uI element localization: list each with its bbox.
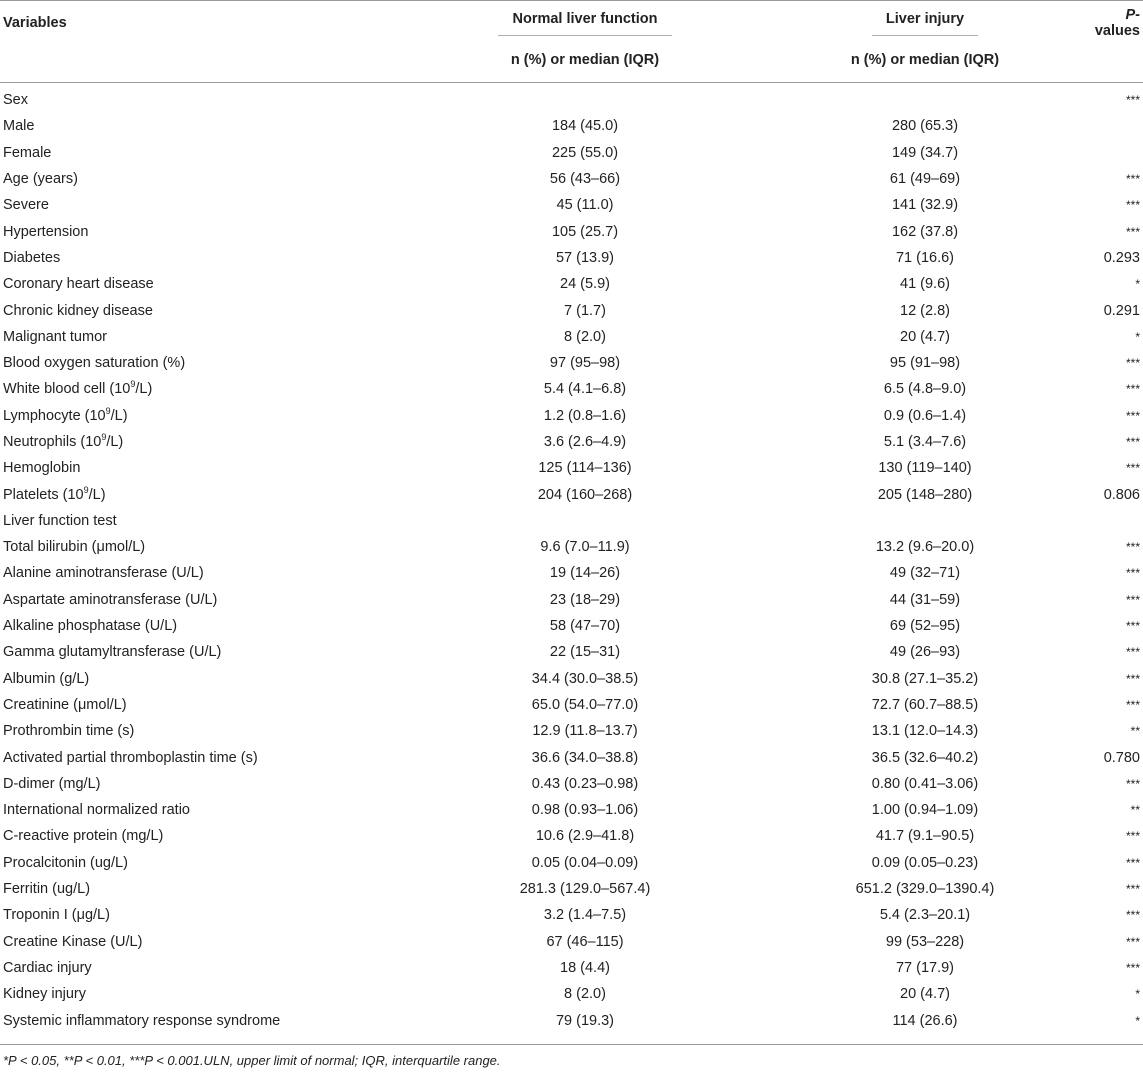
- table-row: [0, 902, 1143, 928]
- table-row: [0, 981, 1143, 1007]
- liver-injury-value: 20 (4.7): [900, 328, 950, 345]
- liver-injury-value: 0.80 (0.41–3.06): [871, 775, 979, 792]
- table-body: [0, 83, 1143, 1045]
- normal-liver-value: 0.05 (0.04–0.09): [531, 854, 639, 871]
- table-row: [0, 350, 1143, 376]
- liver-injury-value: 44 (31–59): [889, 591, 961, 608]
- table-row: [0, 1007, 1143, 1044]
- group1-title: Normal liver function: [498, 11, 671, 36]
- liver-injury-value: 41 (9.6): [900, 276, 950, 293]
- p-value: *: [1135, 277, 1140, 292]
- variable-name: Neutrophils $(10^9/L)$: [3, 432, 124, 450]
- normal-liver-value: 8 (2.0): [564, 328, 606, 345]
- liver-injury-value: [760, 83, 1090, 114]
- normal-liver-value: 45 (11.0): [556, 197, 614, 214]
- variable-name: Male: [3, 118, 35, 135]
- normal-liver-value: 3.2 (1.4–7.5): [543, 907, 627, 924]
- variable-name: Sex: [3, 92, 28, 109]
- table-row: [0, 560, 1143, 586]
- p-value: ***: [1125, 540, 1140, 555]
- variable-name: Liver function test: [3, 512, 117, 529]
- p-value: ***: [1125, 198, 1140, 213]
- table-footnote: *P < 0.05, **P < 0.01, ***P < 0.001.ULN, upper limit of normal; IQR, interquartile range.: [0, 1044, 1143, 1068]
- liver-injury-value: 114 (26.6): [892, 1012, 958, 1029]
- liver-injury-value: 95 (91–98): [889, 355, 961, 372]
- col-header-normal-liver-function: [410, 1, 760, 43]
- p-value: ***: [1125, 619, 1140, 634]
- normal-liver-value: 18 (4.4): [560, 959, 610, 976]
- normal-liver-value: 225 (55.0): [551, 144, 619, 161]
- table-row: [0, 639, 1143, 665]
- table-row: [0, 481, 1143, 507]
- p-value: ***: [1125, 172, 1140, 187]
- col-header-liver-injury: [760, 1, 1090, 43]
- normal-liver-value: 56 (43–66): [549, 171, 621, 188]
- normal-liver-value: 34.4 (30.0–38.5): [531, 670, 639, 687]
- table-row: [0, 823, 1143, 849]
- p-value: 0.780: [1103, 749, 1140, 766]
- p-value: 0.293: [1103, 249, 1140, 266]
- table-row: [0, 166, 1143, 192]
- table-row: [0, 83, 1143, 114]
- normal-liver-value: 65.0 (54.0–77.0): [531, 696, 639, 713]
- variable-name: Albumin (g/L): [3, 670, 90, 687]
- liver-injury-value: 0.09 (0.05–0.23): [871, 854, 979, 871]
- liver-injury-value: 6.5 (4.8–9.0): [883, 381, 967, 398]
- p-value: [1090, 140, 1143, 166]
- variable-name: Age (years): [3, 171, 78, 188]
- subheader-group2: n (%) or median (IQR): [760, 42, 1090, 83]
- variable-name: Coronary heart disease: [3, 276, 154, 293]
- p-value: 0.806: [1103, 486, 1140, 503]
- variable-name: Severe: [3, 197, 49, 214]
- group2-title: Liver injury: [872, 11, 978, 36]
- normal-liver-value: [410, 83, 760, 114]
- liver-injury-value: [760, 508, 1090, 534]
- table-row: [0, 245, 1143, 271]
- liver-injury-value: 162 (37.8): [891, 223, 959, 240]
- variable-name: Procalcitonin (ug/L): [3, 854, 128, 871]
- table-row: [0, 429, 1143, 455]
- normal-liver-value: [410, 508, 760, 534]
- variable-name: Alanine aminotransferase (U/L): [3, 565, 204, 582]
- normal-liver-value: 22 (15–31): [549, 644, 621, 661]
- variable-name: Female: [3, 144, 52, 161]
- p-value: ***: [1125, 829, 1140, 844]
- variable-name: Blood oxygen saturation (%): [3, 355, 186, 372]
- table-row: [0, 297, 1143, 323]
- normal-liver-value: 105 (25.7): [551, 223, 619, 240]
- liver-injury-value: 61 (49–69): [889, 171, 961, 188]
- table-row: [0, 534, 1143, 560]
- liver-injury-value: 5.1 (3.4–7.6): [883, 434, 967, 450]
- table-row: [0, 929, 1143, 955]
- col-header-pvalues: P-values: [1090, 1, 1143, 43]
- variable-name: International normalized ratio: [3, 802, 190, 819]
- header-row: [0, 1, 1143, 43]
- p-value: ***: [1125, 934, 1140, 949]
- variable-name: Lymphocyte $(10^9/L)$: [3, 405, 128, 424]
- liver-injury-value: 1.00 (0.94–1.09): [871, 802, 979, 819]
- p-value: ***: [1125, 224, 1140, 239]
- liver-injury-value: 0.9 (0.6–1.4): [883, 407, 967, 424]
- normal-liver-value: 184 (45.0): [551, 118, 619, 135]
- table-row: [0, 140, 1143, 166]
- normal-liver-value: 7 (1.7): [564, 302, 606, 319]
- p-value: ***: [1125, 592, 1140, 607]
- variable-name: White blood cell $(10^9/L)$: [3, 379, 153, 398]
- normal-liver-value: 0.98 (0.93–1.06): [531, 802, 639, 819]
- variable-name: Hypertension: [3, 223, 89, 240]
- normal-liver-value: 79 (19.3): [555, 1012, 615, 1029]
- variable-name: Creatinine (μmol/L): [3, 696, 127, 713]
- liver-injury-value: 149 (34.7): [891, 144, 959, 161]
- footnote-row: [0, 1044, 1143, 1068]
- normal-liver-value: 281.3 (129.0–567.4): [519, 881, 651, 898]
- liver-injury-value: 99 (53–228): [885, 933, 965, 950]
- table-row: [0, 797, 1143, 823]
- normal-liver-value: 8 (2.0): [564, 986, 606, 1003]
- normal-liver-value: 23 (18–29): [549, 591, 621, 608]
- normal-liver-value: 204 (160–268): [537, 486, 633, 503]
- liver-injury-value: 130 (119–140): [878, 460, 972, 477]
- p-value: ***: [1125, 855, 1140, 870]
- p-value: ***: [1125, 908, 1140, 923]
- liver-injury-value: 205 (148–280): [877, 486, 973, 503]
- variable-name: Systemic inflammatory response syndrome: [3, 1012, 281, 1029]
- variable-name: Aspartate aminotransferase (U/L): [3, 591, 218, 608]
- liver-injury-value: 30.8 (27.1–35.2): [871, 670, 979, 687]
- variable-name: Prothrombin time (s): [3, 723, 135, 740]
- table-row: [0, 771, 1143, 797]
- table-row: [0, 376, 1143, 402]
- variable-name: Activated partial thromboplastin time (s): [3, 749, 258, 766]
- table-row: [0, 271, 1143, 297]
- p-value: **: [1130, 724, 1140, 739]
- variable-name: Kidney injury: [3, 986, 87, 1003]
- variable-name: Cardiac injury: [3, 959, 92, 976]
- normal-liver-value: 97 (95–98): [549, 355, 621, 372]
- p-value: ***: [1125, 776, 1140, 791]
- variable-name: Alkaline phosphatase (U/L): [3, 618, 178, 635]
- liver-injury-value: 12 (2.8): [900, 302, 950, 319]
- liver-injury-value: 49 (32–71): [889, 565, 961, 582]
- p-value: ***: [1125, 461, 1140, 476]
- variable-name: Ferritin (ug/L): [3, 881, 91, 898]
- normal-liver-value: 67 (46–115): [546, 933, 624, 950]
- subheader-row: [0, 42, 1143, 83]
- normal-liver-value: 5.4 (4.1–6.8): [543, 381, 627, 398]
- liver-injury-value: 20 (4.7): [900, 986, 950, 1003]
- p-value: *: [1135, 1013, 1140, 1028]
- variable-name: Creatine Kinase (U/L): [3, 933, 143, 950]
- normal-liver-value: 3.6 (2.6–4.9): [543, 434, 627, 450]
- variable-name: Total bilirubin (μmol/L): [3, 539, 146, 556]
- table-row: [0, 587, 1143, 613]
- liver-injury-value: 280 (65.3): [891, 118, 959, 135]
- table-row: [0, 744, 1143, 770]
- table-row: [0, 218, 1143, 244]
- p-value: ***: [1125, 882, 1140, 897]
- subheader-empty: [0, 42, 410, 83]
- p-value: ***: [1125, 671, 1140, 686]
- liver-injury-value: 13.1 (12.0–14.3): [871, 723, 979, 740]
- table-row: [0, 113, 1143, 139]
- subheader-empty-p: [1090, 42, 1143, 83]
- table-row: [0, 850, 1143, 876]
- liver-injury-value: 77 (17.9): [895, 959, 955, 976]
- normal-liver-value: 0.43 (0.23–0.98): [531, 775, 639, 792]
- p-value: **: [1130, 803, 1140, 818]
- normal-liver-value: 1.2 (0.8–1.6): [543, 407, 627, 424]
- p-value: [1090, 508, 1143, 534]
- liver-injury-value: 49 (26–93): [889, 644, 961, 661]
- variable-name: Platelets $(10^9/L)$: [3, 484, 106, 503]
- liver-injury-value: 651.2 (329.0–1390.4): [855, 881, 995, 898]
- p-value: ***: [1125, 408, 1140, 423]
- table-row: [0, 455, 1143, 481]
- table-row: [0, 508, 1143, 534]
- variable-name: Diabetes: [3, 249, 61, 266]
- variable-name: Gamma glutamyltransferase (U/L): [3, 644, 222, 661]
- liver-injury-value: 72.7 (60.7–88.5): [871, 696, 979, 713]
- liver-injury-value: 5.4 (2.3–20.1): [879, 907, 971, 924]
- variable-name: Malignant tumor: [3, 328, 107, 345]
- liver-injury-value: 69 (52–95): [889, 618, 961, 635]
- normal-liver-value: 19 (14–26): [549, 565, 621, 582]
- liver-injury-value: 13.2 (9.6–20.0): [875, 539, 975, 556]
- p-value: 0.291: [1103, 302, 1140, 319]
- table-row: [0, 666, 1143, 692]
- liver-injury-value: 141 (32.9): [891, 197, 959, 214]
- p-value: ***: [1125, 697, 1140, 712]
- normal-liver-value: 24 (5.9): [560, 276, 610, 293]
- normal-liver-value: 125 (114–136): [538, 460, 632, 477]
- variable-name: C-reactive protein (mg/L): [3, 828, 164, 845]
- variable-name: D-dimer (mg/L): [3, 775, 101, 792]
- table-row: [0, 955, 1143, 981]
- normal-liver-value: 58 (47–70): [549, 618, 621, 635]
- table-row: [0, 876, 1143, 902]
- subheader-group1: n (%) or median (IQR): [410, 42, 760, 83]
- liver-injury-value: 71 (16.6): [895, 249, 955, 266]
- table-row: [0, 692, 1143, 718]
- table-row: [0, 403, 1143, 429]
- p-value: ***: [1125, 356, 1140, 371]
- liver-injury-value: 41.7 (9.1–90.5): [875, 828, 975, 845]
- table-row: [0, 324, 1143, 350]
- p-value: *: [1135, 329, 1140, 344]
- p-value: *: [1135, 987, 1140, 1002]
- liver-injury-value: 36.5 (32.6–40.2): [871, 749, 979, 766]
- table-row: [0, 613, 1143, 639]
- table-row: [0, 192, 1143, 218]
- normal-liver-value: 36.6 (34.0–38.8): [531, 749, 639, 766]
- p-value: ***: [1125, 93, 1140, 108]
- normal-liver-value: 57 (13.9): [555, 249, 615, 266]
- variable-name: Troponin I (μg/L): [3, 907, 110, 924]
- normal-liver-value: 12.9 (11.8–13.7): [532, 723, 638, 740]
- variable-name: Chronic kidney disease: [3, 302, 153, 319]
- p-value: [1090, 113, 1143, 139]
- p-value: ***: [1125, 382, 1140, 397]
- p-value: ***: [1125, 645, 1140, 660]
- table-row: [0, 718, 1143, 744]
- normal-liver-value: 10.6 (2.9–41.8): [535, 828, 635, 845]
- p-value: ***: [1125, 960, 1140, 975]
- p-value: ***: [1125, 566, 1140, 581]
- normal-liver-value: 9.6 (7.0–11.9): [540, 539, 630, 556]
- col-header-variables: Variables: [0, 1, 410, 43]
- variable-name: Hemoglobin: [3, 460, 81, 477]
- p-value: ***: [1125, 435, 1140, 449]
